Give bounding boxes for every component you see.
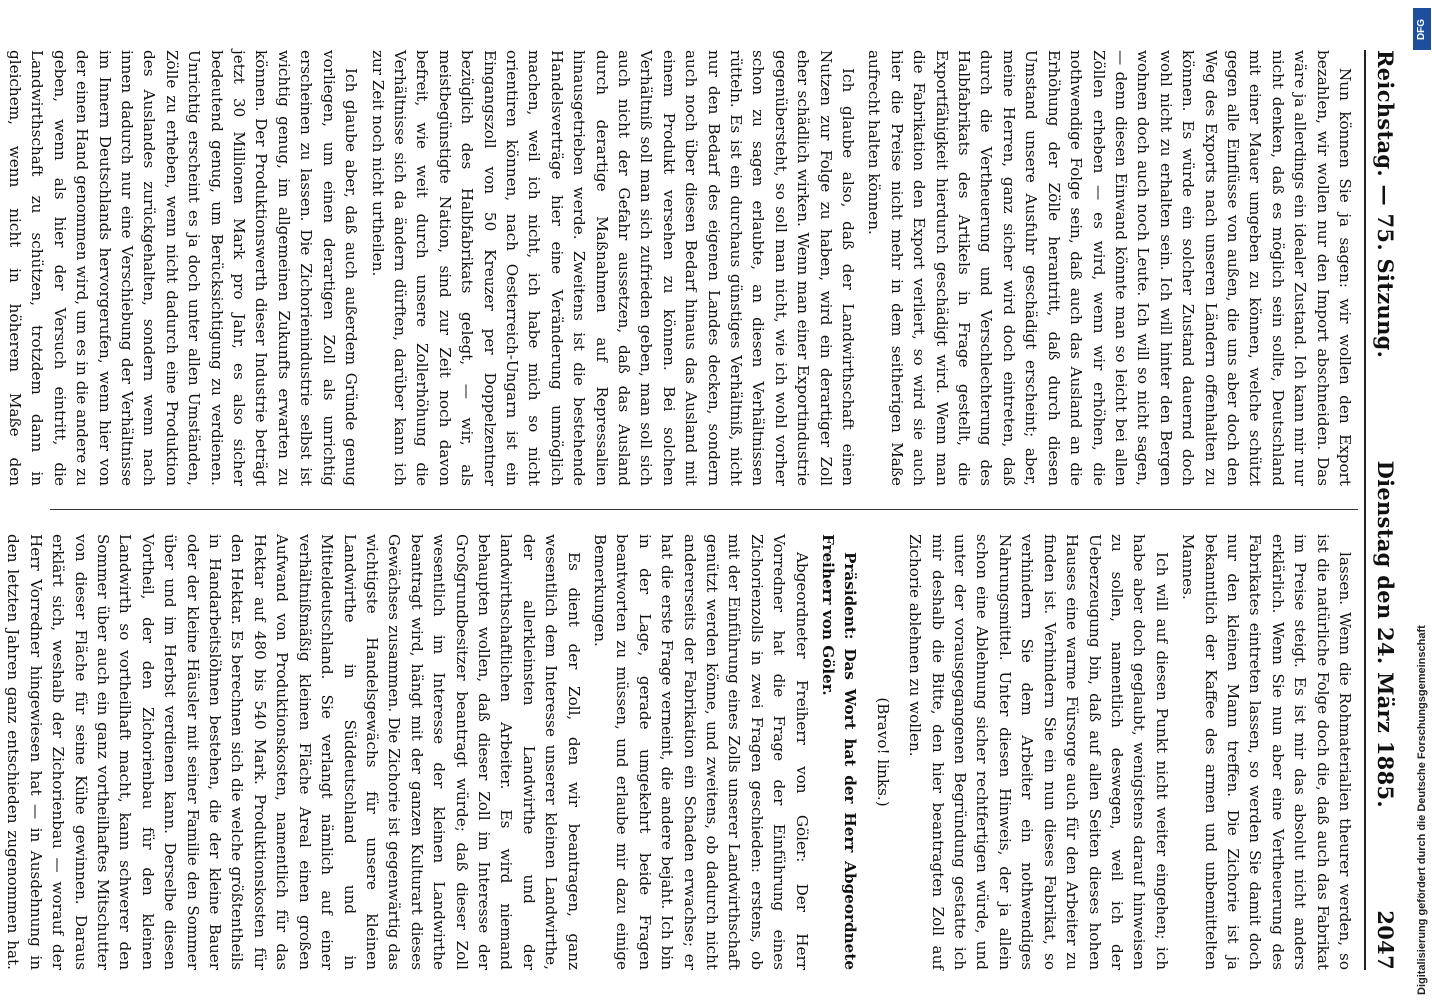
paragraph: lassen. Wenn die Rohmaterialien theurer werden, so ist die natürliche Folge doch die, daß auch das Fabrikat im Preise steigt. Es ist mir das absolut nicht anders erklärlich. Wenn Sie nun aber eine Vertheuerung des Fabrikates eintreten lassen, so werden Sie damit doch nur den kleinen Mann treffen. Die Zichorie ist ja bekanntlich der Kaffee des armen und unbemittelten Mannes. xyxy=(1179,534,1354,970)
interjection: (Bravo! links.) xyxy=(873,697,892,807)
paragraph: Ich glaube aber, daß auch außerdem Gründe genug vorliegen, um einen derartigen Zoll als unrichtig erscheinen zu lassen. Die Zichorienindustrie selbst ist wichtig genug, im allgemeinen Zukunfts erwarten zu können. Der Produktionswerth dieser Industrie beträgt jetzt 30 Millionen Mark pro Jahr, es also sicher bedeutend genug, um Berücksichtigung zu verdienen. Unrichtig erscheint es ja doch unter allen Umständen, Zölle zu erheben, wenn nicht dadurch eine Produktion des Auslandes zurückgehalten, sondern wenn nach innen dadurch nur eine Verschiebung der Verhältnisse im Innern Deutschlands hervorgerufen, wenn hier von der einen Hand genommen wird, um es in die andere zu geben, wenn als hier der Versuch eintritt, die Landwirthschaft zu schützen, trotzdem dann in gleichem, wenn nicht in höherem Maße den xyxy=(6,50,361,486)
header-rule xyxy=(1364,50,1366,970)
president-remark: Präsident: Das Wort hat der Herr Abgeordnete Freiherr von Göler. xyxy=(819,534,860,970)
right-column xyxy=(4,534,1356,970)
scanned-page xyxy=(4,50,1410,970)
paragraph: Es dient der Zoll, den wir beantragen, ganz wesentlich dem Interesse unserer kleinen Landwirthe, der allerkleinsten Landwirthe und der landwirthschaftlichen Arbeiter. Es wird niemand behaupten wollen, daß dieser Zoll im Interesse der Großgrundbesitzer beantragt würde; daß dieser Zoll wesentlich im Interesse der kleinen Landwirthe beantragt wird, hängt mit der ganzen Kulturart dieses Gewächses zusammen. Die Zichorie ist gegenwärtig das wichtigste Handelsgewächs für unsere kleinen Landwirthe in Süddeutschland und in Mitteldeutschland. Sie verlangt nämlich auf einer verhältnißmäßig kleinen Fläche Areal einen großen Aufwand von Produktionskosten, namentlich für das Hektar auf 480 bis 540 Mark. Produktionskosten für den Hektar. Es berechnen sich die welche größtentheils in Handarbeitslöhnen bestehen, die der kleine Bauer oder der kleine Häusler mit seiner Familie den Sommer über und im Herbst verdienen kann. Derselbe diesen Vortheil, der den Zichorienbau für den kleinen Landwirth so vortheilhaft macht, kann schwerer den Sommer über auch ein ganz vortheilhaftes Mitschutter von dieser Fläche für seine Kühe gewinnen. Daraus erklärt sich, weshalb der Zichorienbau — worauf der Herr Vorredner hingewiesen hat — in Ausdehnung in den letzten Jahren ganz entschieden zugenommen hat. xyxy=(4,534,583,970)
page-header xyxy=(1368,50,1404,970)
left-column xyxy=(6,50,1356,486)
dfg-logo xyxy=(1413,8,1431,50)
paragraph: Ich glaube also, daß der Landwirthschaft einen Nutzen zur Folge zu haben, wird ein derartiger Zoll eher schädlich wirken. Wenn man einer Exportindustrie gegenübersteht, so soll man nicht, wie ich wohl vorher schon zu sagen erlaubte, an diesen Verhältnissen rütteln. Es ist ein durchaus günstiges Verhältniß, nicht nur den Bedarf des eigenen Landes decken, sondern auch noch über diesen Bedarf hinaus das Ausland mit einem Produkt versehen zu können. Bei solchen Verhältniß soll man sich zufrieden geben, man soll sich auch nicht der Gefahr aussetzen, daß das Ausland durch derartige Maßnahmen auf Repressalien hinausgetrieben werde. Zweitens ist die bestehende Handelsverträge hier eine Veränderung unmöglich machen, weil ich nicht, ich habe mich so nicht orientiren können, nach Oesterreich-Ungarn ist ein Eingangszoll von 50 Kreuzer per Doppelzentner bezüglich des Halbfabrikats gelegt, — wir, als meistbegünstigte Nation, sind zur Zeit noch davon befreit, wie weit durch unsere Zollerhöhung die Verhältnisse sich da ändern dürften, darüber kann ich zur Zeit noch nicht urtheilen. xyxy=(368,50,858,486)
rotated-page-content xyxy=(4,50,1410,970)
dfg-credit: Digitalisierung gefördert durch die Deutsche Forschungsgemeinschaft xyxy=(1416,625,1428,995)
dfg-logo-text: DFG xyxy=(1416,18,1428,40)
column-divider xyxy=(50,509,1358,510)
paragraph: Abgeordneter Freiherr von Göler: Der Herr Vorredner hat die Frage der Einführung eines Zichorienzolls in zwei Fragen geschieden: erstens, ob mit der Einführung eines Zolls unserer Landwirthschaft genützt werden könne, und zweitens, ob dadurch nicht andererseits der Fabrikation ein Schaden erwachse; er hat die erste Frage verneint, die andere bejaht. Ich bin in der Lage, gerade umgekehrt beide Fragen beantworten zu müssen, und erlaube mir dazu einige Bemerkungen. xyxy=(591,534,811,970)
paragraph: Ich will auf diesen Punkt nicht weiter eingehen; ich habe aber doch geglaubt, wenigstens darauf hinweisen zu sollen, namentlich deswegen, weil ich der Ueberzeugung bin, daß auf allen Seiten dieses hohen Hauses eine warme Fürsorge auch für den Arbeiter zu finden ist. Verhindern Sie ein nun dieses Fabrikat, so verhindern Sie dem Arbeiter ein nothwendiges Nahrungsmittel. Unter diesen Hinweis, der ja allein schon eine Ablehnung sicher rechtfertigen würde, und unter der vorausgegangenen Begründung gestatte ich mir deshalb die Bitte, den hier beantragten Zoll auf Zichorie ablehnen zu wollen. xyxy=(906,534,1171,970)
page-number: 2047 xyxy=(1373,910,1399,970)
paragraph: Nun können Sie ja sagen: wir wollen den Export bezahlen, wir wollen nur den Import abschneiden. Das wäre ja allerdings ein idealer Zustand. Ich kann mir nur nicht denken, daß es möglich sein sollte, Deutschland mit einer Mauer umgeben zu können, welche schützt gegen alle Einflüsse von außen, die uns aber doch den Weg des Exports nach unseren Ländern offenhalten zu können. Es würde ein solcher Zustand dauernd doch wohl nicht zu erhalten sein. Ich will hinter den Bergen wohnen doch auch noch Leute. Ich will so nicht sagen, — denn diesen Einwand könnte man so leicht bei allen Zöllen erheben — es wird, wenn wir erhöhen, die nothwendige Folge sein, daß auch das Ausland an die Erhöhung der Zölle herantritt, daß durch diesen Umstand unsere Ausfuhr geschädigt erscheint; aber, meine Herren, ganz sicher wird doch eintreten, daß durch die Vertheuerung und Verschlechterung des Halbfabrikats des Artikels in Frage gestellt, die Exportfähigkeit hierdurch geschädigt wird. Wenn man die Fabrikation den Export verliert, so wird sie auch hier die Preise nicht mehr in dem seitherigen Maße aufrecht halten können. xyxy=(865,50,1354,486)
header-date: Dienstag den 24. März 1885. xyxy=(1373,460,1399,809)
header-left: Reichstag. — 75. Sitzung. xyxy=(1373,50,1399,359)
